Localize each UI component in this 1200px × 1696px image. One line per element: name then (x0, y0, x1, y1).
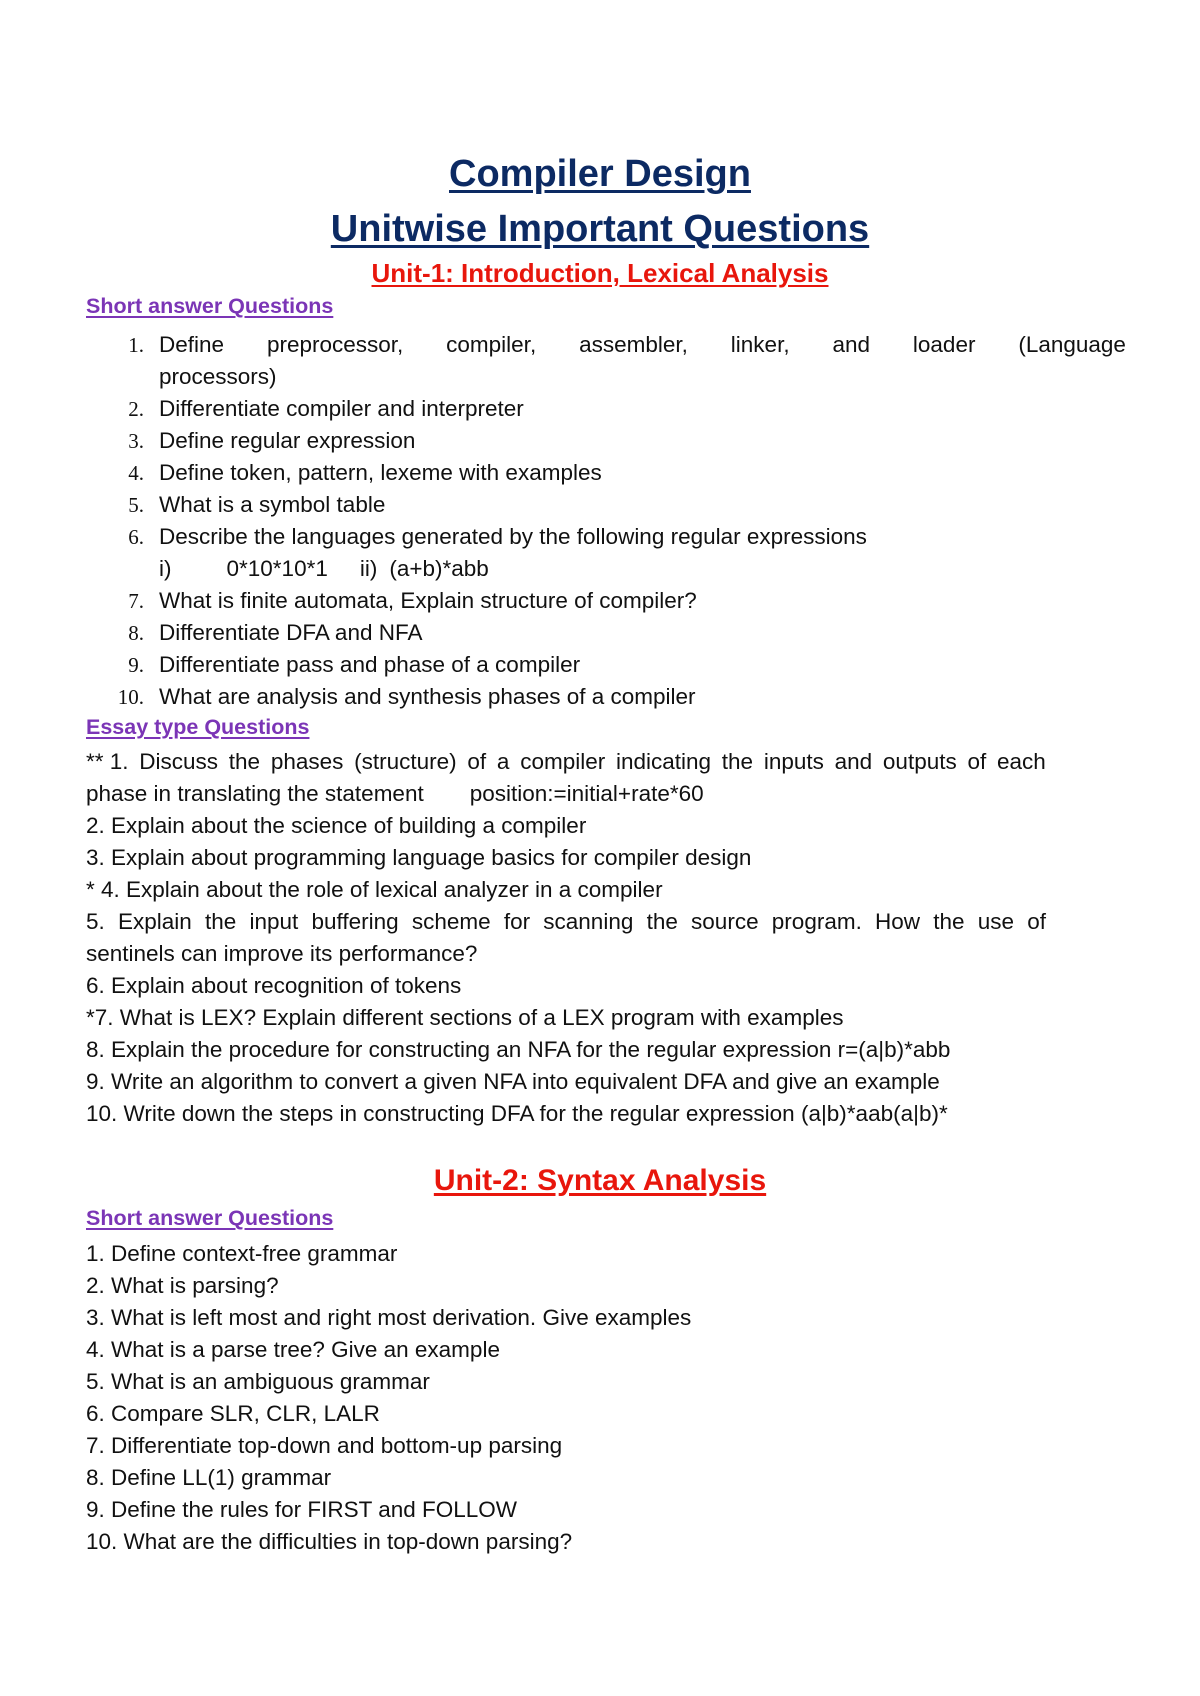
sub-expr-i: 0*10*10*1 (226, 556, 328, 581)
unit1-essay-list (86, 746, 1126, 1130)
list-item: 4. What is a parse tree? Give an example (86, 1337, 500, 1362)
unit2-short-heading: Short answer Questions (86, 1206, 334, 1230)
list-item: 6. Explain about recognition of tokens (86, 973, 462, 998)
sub-label-ii: ii) (359, 556, 378, 581)
list-item: 7. What is finite automata, Explain structure of compiler? (128, 588, 697, 613)
list-item: 6. Compare SLR, CLR, LALR (86, 1401, 380, 1426)
list-item-continuation: processors) (159, 364, 277, 389)
list-item: 3. What is left most and right most derivation. Give examples (86, 1305, 692, 1330)
list-item: 7. Differentiate top-down and bottom-up parsing (86, 1433, 563, 1458)
list-item: 10. Write down the steps in constructing DFA for the regular expression (a|b)*aab(a|b)* (86, 1101, 948, 1126)
document-subtitle: Unitwise Important Questions (330, 208, 870, 250)
unit1-short-heading: Short answer Questions (86, 294, 334, 318)
list-item: 10. What are the difficulties in top-down parsing? (86, 1529, 573, 1554)
sub-label-i: i) (159, 556, 172, 581)
list-item: 9. Differentiate pass and phase of a compiler (128, 652, 581, 677)
list-item: ** 1. Discuss the phases (structure) of a compiler indicating the inputs and outputs of each (86, 749, 1046, 774)
list-item: * 4. Explain about the role of lexical analyzer in a compiler (86, 877, 663, 902)
list-item-continuation: sentinels can improve its performance? (86, 941, 478, 966)
list-item: *7. What is LEX? Explain different sections of a LEX program with examples (86, 1005, 844, 1030)
list-item: 2. Differentiate compiler and interpreter (128, 396, 524, 421)
list-item: 5. What is a symbol table (128, 492, 386, 517)
unit1-essay-heading: Essay type Questions (86, 715, 310, 739)
list-item-subexpressions (86, 553, 1126, 585)
list-item: 10. What are analysis and synthesis phases of a compiler (117, 684, 696, 709)
list-item: 3. Explain about programming language basics for compiler design (86, 845, 752, 870)
list-item: 1. Define context-free grammar (86, 1241, 398, 1266)
document-title: Compiler Design (449, 153, 751, 195)
sub-expr-ii: (a+b)*abb (389, 556, 489, 581)
list-item: 8. Differentiate DFA and NFA (128, 620, 423, 645)
unit2-heading: Unit-2: Syntax Analysis (433, 1164, 767, 1197)
list-item: 9. Define the rules for FIRST and FOLLOW (86, 1497, 518, 1522)
unit1-heading: Unit-1: Introduction, Lexical Analysis (371, 258, 829, 288)
unit1-short-list (86, 329, 1126, 713)
statement-expression: position:=initial+rate*60 (469, 781, 704, 806)
list-item: 2. What is parsing? (86, 1273, 279, 1298)
list-item: 6. Describe the languages generated by the following regular expressions (128, 524, 867, 549)
list-item: 3. Define regular expression (128, 428, 416, 453)
list-item: 5. Explain the input buffering scheme for scanning the source program. How the use of (86, 909, 1046, 934)
list-item-continuation: phase in translating the statement position:=initial+rate*60 (86, 781, 704, 806)
list-item (86, 329, 1126, 361)
list-item: 8. Explain the procedure for constructing an NFA for the regular expression r=(a|b)*abb (86, 1037, 951, 1062)
list-item: 5. What is an ambiguous grammar (86, 1369, 430, 1394)
unit2-short-list (86, 1238, 1126, 1558)
list-item: 8. Define LL(1) grammar (86, 1465, 332, 1490)
list-item: 2. Explain about the science of building a compiler (86, 813, 587, 838)
item-number: 1. (128, 333, 144, 357)
list-item: 9. Write an algorithm to convert a given NFA into equivalent DFA and give an example (86, 1069, 940, 1094)
list-item: 4. Define token, pattern, lexeme with examples (128, 460, 602, 485)
item-text: Define preprocessor, compiler, assembler, linker, and loader (Language (159, 332, 1126, 357)
